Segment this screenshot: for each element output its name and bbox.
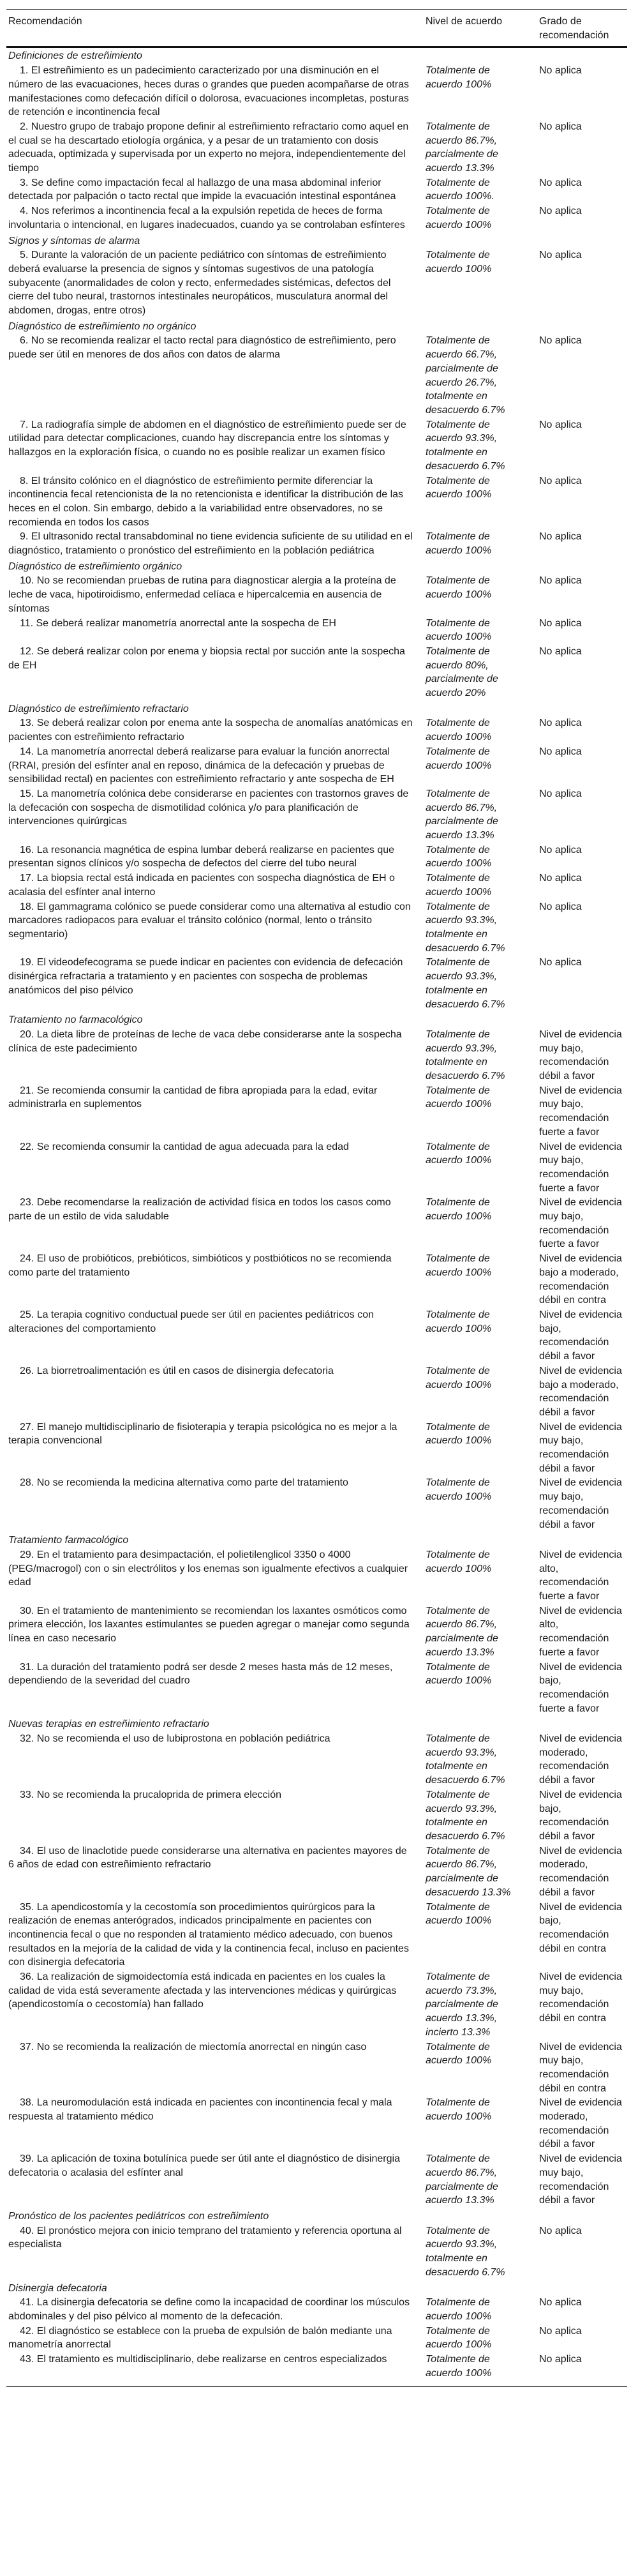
recommendation-grade: No aplica <box>539 645 582 657</box>
section-title: Disinergia defecatoria <box>8 2282 107 2294</box>
agreement-level: Totalmente de acuerdo 100% <box>426 475 492 501</box>
table-row <box>6 2324 627 2353</box>
table-row <box>6 1308 627 1364</box>
agreement-level: Totalmente de acuerdo 100% <box>426 1421 492 1447</box>
recommendation-grade: No aplica <box>539 419 582 430</box>
section-title: Diagnóstico de estreñimiento refractario <box>8 703 189 714</box>
table-row <box>6 843 627 871</box>
recommendation-text: 37. No se recomienda la realización de miectomía anorrectal en ningún caso <box>20 2041 367 2053</box>
agreement-level: Totalmente de acuerdo 86.7%, parcialmente de acuerdo 13.3% <box>426 2153 498 2206</box>
recommendation-grade: No aplica <box>539 531 582 543</box>
header-nivel-de-acuerdo: Nivel de acuerdo <box>426 16 503 27</box>
table-row <box>6 1970 627 2040</box>
recommendation-grade: Nivel de evidencia bajo a moderado, recomendación débil a favor <box>539 1365 622 1418</box>
table-row <box>6 716 627 744</box>
agreement-level: Totalmente de acuerdo 100% <box>426 1085 492 1110</box>
recommendation-grade: Nivel de evidencia alto, recomendación fuerte a favor <box>539 1549 622 1602</box>
table-row <box>6 1196 627 1252</box>
agreement-level: Totalmente de acuerdo 100% <box>426 1661 492 1687</box>
agreement-level: Totalmente de acuerdo 100% <box>426 531 492 557</box>
agreement-level: Totalmente de acuerdo 100% <box>426 65 492 90</box>
recommendation-grade: Nivel de evidencia moderado, recomendación débil a favor <box>539 1733 622 1786</box>
recommendation-text: 18. El gammagrama colónico se puede considerar como una alternativa al estudio con marcadores radiopacos para evaluar el tránsito colónico (normal, lento o tránsito segmentario) <box>8 901 411 940</box>
agreement-level: Totalmente de acuerdo 86.7%, parcialmente de desacuerdo 13.3% <box>426 1845 511 1898</box>
agreement-level: Totalmente de acuerdo 100% <box>426 746 492 771</box>
recommendation-grade: Nivel de evidencia moderado, recomendación débil a favor <box>539 2097 622 2150</box>
recommendation-text: 35. La apendicostomía y la cecostomía son procedimientos quirúrgicos para la realización de enemas anterógrados, indicados principalmente en pacientes con incontinencia fecal o que no responden al tratamiento médico adecuado, con buenos resultados en la mejoría de la calidad de vida y la continencia fecal, incluso en pacientes con disinergia defecatoria <box>8 1901 409 1968</box>
agreement-level: Totalmente de acuerdo 100% <box>426 1253 492 1278</box>
section-row <box>6 233 627 249</box>
recommendation-grade: No aplica <box>539 957 582 968</box>
table-row <box>6 1476 627 1532</box>
table-row <box>6 1732 627 1788</box>
recommendation-text: 38. La neuromodulación está indicada en pacientes con incontinencia fecal y mala respuesta al tratamiento médico <box>8 2097 392 2123</box>
recommendation-grade: Nivel de evidencia alto, recomendación fuerte a favor <box>539 1605 622 1658</box>
recommendation-text: 43. El tratamiento es multidisciplinario, debe realizarse en centros especializados <box>20 2354 387 2365</box>
table-row <box>6 64 627 120</box>
recommendation-grade: Nivel de evidencia muy bajo, recomendación débil en contra <box>539 1971 622 2024</box>
section-row <box>6 1716 627 1732</box>
recommendation-text: 3. Se define como impactación fecal al hallazgo de una masa abdominal inferior detectada por palpación o tacto rectal que impide la evacuación intestinal espontánea <box>8 177 396 202</box>
table-row <box>6 2096 627 2152</box>
table-row <box>6 1788 627 1844</box>
section-title: Nuevas terapias en estreñimiento refractario <box>8 1719 209 1730</box>
table-row <box>6 1364 627 1420</box>
section-row <box>6 1012 627 1028</box>
table-row <box>6 745 627 787</box>
agreement-level: Totalmente de acuerdo 100% <box>426 2041 492 2067</box>
recommendation-grade: Nivel de evidencia moderado, recomendación débil a favor <box>539 1845 622 1898</box>
agreement-level: Totalmente de acuerdo 93.3%, totalmente en desacuerdo 6.7% <box>426 901 505 954</box>
recommendation-text: 14. La manometría anorrectal deberá realizarse para evaluar la función anorrectal (RRAI, presión del esfínter anal en reposo, dinámica de la defecación y pruebas de sensibilidad rectal) en pacientes con estreñimiento refractario y ante sospecha de EH <box>8 746 394 785</box>
agreement-level: Totalmente de acuerdo 93.3%, totalmente en desacuerdo 6.7% <box>426 2225 505 2278</box>
recommendation-grade: No aplica <box>539 901 582 912</box>
agreement-level: Totalmente de acuerdo 100% <box>426 2297 492 2322</box>
recommendation-text: 7. La radiografía simple de abdomen en el diagnóstico de estreñimiento puede ser de utilidad para detectar complicaciones, cuando hay discrepancia entre los síntomas y hallazgos en la exploración física, o cuando no es posible realizar un examen físico <box>8 419 406 458</box>
recommendation-text: 25. La terapia cognitivo conductual puede ser útil en pacientes pediátricos con alteraciones del comportamiento <box>8 1309 375 1334</box>
table-row <box>6 1420 627 1477</box>
recommendation-grade: No aplica <box>539 873 582 884</box>
agreement-level: Totalmente de acuerdo 100% <box>426 2354 492 2379</box>
agreement-level: Totalmente de acuerdo 100% <box>426 873 492 898</box>
table-row <box>6 204 627 232</box>
section-title: Pronóstico de los pacientes pediátricos con estreñimiento <box>8 2210 269 2222</box>
recommendation-grade: No aplica <box>539 2354 582 2365</box>
table-row <box>6 120 627 176</box>
recommendation-grade: Nivel de evidencia muy bajo, recomendación débil a favor <box>539 2153 622 2206</box>
agreement-level: Totalmente de acuerdo 100% <box>426 575 492 601</box>
recommendation-grade: No aplica <box>539 746 582 757</box>
agreement-level: Totalmente de acuerdo 93.3%, totalmente en desacuerdo 6.7% <box>426 1028 505 1082</box>
recommendation-text: 5. Durante la valoración de un paciente pediátrico con síntomas de estreñimiento deberá evaluarse la presencia de signos y síntomas sugestivos de una patología subyacente (anormalidades de colon y recto, enfermedades sistémicas, defectos del cierre del tubo neural, trastornos intestinales neuropáticos, musculatura anormal del abdomen, drogas, entre otros) <box>8 250 391 317</box>
table-row <box>6 2040 627 2097</box>
agreement-level: Totalmente de acuerdo 100% <box>426 1901 492 1927</box>
table-row <box>6 617 627 645</box>
agreement-level: Totalmente de acuerdo 86.7%, parcialmente de acuerdo 13.3% <box>426 1605 498 1658</box>
agreement-level: Totalmente de acuerdo 93.3%, totalmente en desacuerdo 6.7% <box>426 957 505 1010</box>
agreement-level: Totalmente de acuerdo 100% <box>426 1309 492 1334</box>
table-row <box>6 1028 627 1084</box>
section-row <box>6 47 627 64</box>
recommendation-text: 32. No se recomienda el uso de lubiprostona en población pediátrica <box>20 1733 330 1745</box>
recommendation-grade: No aplica <box>539 788 582 799</box>
recommendation-grade: No aplica <box>539 2325 582 2337</box>
recommendation-text: 22. Se recomienda consumir la cantidad de agua adecuada para la edad <box>20 1141 349 1152</box>
recommendation-grade: No aplica <box>539 335 582 347</box>
agreement-level: Totalmente de acuerdo 93.3%, totalmente en desacuerdo 6.7% <box>426 419 505 472</box>
table-body <box>6 47 627 2387</box>
table-row <box>6 176 627 204</box>
section-title: Tratamiento farmacológico <box>8 1535 129 1546</box>
recommendation-text: 29. En el tratamiento para desimpactación, el polietilenglicol 3350 o 4000 (PEG/macrogol) con o sin electrólitos y los enemas son igualmente efectivos a cualquier edad <box>8 1549 408 1588</box>
agreement-level: Totalmente de acuerdo 93.3%, totalmente en desacuerdo 6.7% <box>426 1789 505 1842</box>
recommendation-grade: No aplica <box>539 575 582 587</box>
agreement-level: Totalmente de acuerdo 100% <box>426 2325 492 2351</box>
agreement-level: Totalmente de acuerdo 100% <box>426 250 492 275</box>
recommendation-grade: No aplica <box>539 475 582 486</box>
recommendation-grade: No aplica <box>539 177 582 188</box>
recommendation-text: 12. Se deberá realizar colon por enema y biopsia rectal por succión ante la sospecha de EH <box>8 645 405 671</box>
recommendation-grade: Nivel de evidencia bajo, recomendación débil en contra <box>539 1901 622 1954</box>
recommendation-grade: Nivel de evidencia bajo a moderado, recomendación débil en contra <box>539 1253 622 1306</box>
recommendation-text: 1. El estreñimiento es un padecimiento caracterizado por una disminución en el número de las evacuaciones, heces duras o grandes que pueden acompañarse de otras manifestaciones como defecación difícil o dolorosa, evacuaciones incompletas, posturas de retención e incontinencia fecal <box>8 65 409 118</box>
agreement-level: Totalmente de acuerdo 100% <box>426 844 492 870</box>
section-row <box>6 2208 627 2224</box>
table-row <box>6 1140 627 1196</box>
section-row <box>6 2280 627 2296</box>
agreement-level: Totalmente de acuerdo 100% <box>426 206 492 230</box>
section-row <box>6 1532 627 1548</box>
agreement-level: Totalmente de acuerdo 86.7%, parcialmente de acuerdo 13.3% <box>426 121 498 174</box>
table-header-row <box>6 10 627 47</box>
recommendation-text: 33. No se recomienda la prucaloprida de primera elección <box>20 1789 281 1800</box>
recommendation-grade: Nivel de evidencia muy bajo, recomendación débil a favor <box>539 1421 622 1474</box>
agreement-level: Totalmente de acuerdo 100% <box>426 1197 492 1223</box>
recommendation-text: 15. La manometría colónica debe considerarse en pacientes con trastornos graves de la defecación con sospecha de dismotilidad colónica y/o para planificación de intervenciones quirúrgicas <box>8 788 409 827</box>
section-title: Diagnóstico de estreñimiento no orgánico <box>8 320 197 332</box>
section-title: Diagnóstico de estreñimiento orgánico <box>8 561 182 572</box>
recommendation-text: 21. Se recomienda consumir la cantidad de fibra apropiada para la edad, evitar administrarla en suplementos <box>8 1085 378 1110</box>
table-row <box>6 334 627 418</box>
recommendation-grade: No aplica <box>539 718 582 729</box>
recommendation-text: 30. En el tratamiento de mantenimiento se recomiendan los laxantes osmóticos como primera elección, los laxantes estimulantes se pueden agregar o manejar como segunda línea en caso necesario <box>8 1605 410 1645</box>
section-row <box>6 701 627 717</box>
recommendation-grade: No aplica <box>539 2297 582 2309</box>
table-row <box>6 2224 627 2280</box>
table-row <box>6 474 627 531</box>
recommendation-text: 36. La realización de sigmoidectomía está indicada en pacientes en los cuales la calidad de vida está severamente afectada y las intervenciones médicas y quirúrgicas (apendicostomía o cecostomía) han fallado <box>8 1971 397 2010</box>
agreement-level: Totalmente de acuerdo 100%. <box>426 177 494 202</box>
table-row <box>6 530 627 558</box>
section-row <box>6 319 627 335</box>
recommendation-text: 8. El tránsito colónico en el diagnóstico de estreñimiento permite diferenciar la incontinencia fecal retencionista de la no retencionista e identificar la distribución de las heces en el colon. Sin embargo, debido a la variabilidad entre observadores, no se recomienda en todos los casos <box>8 475 404 528</box>
agreement-level: Totalmente de acuerdo 100% <box>426 617 492 643</box>
recommendation-text: 2. Nuestro grupo de trabajo propone definir al estreñimiento refractario como aquel en el cual se ha descartado etiología orgánica, y a pesar de un tratamiento con dosis adecuada, optimizada y supervisada por un experto no mejora, independientemente del tiempo <box>8 121 409 174</box>
table-row <box>6 2353 627 2387</box>
section-row <box>6 559 627 575</box>
table-row <box>6 1604 627 1661</box>
recommendation-text: 24. El uso de probióticos, prebióticos, simbióticos y postbióticos no se recomienda como parte del tratamiento <box>8 1253 392 1278</box>
table-row <box>6 1084 627 1140</box>
table-row <box>6 956 627 1012</box>
recommendation-text: 20. La dieta libre de proteínas de leche de vaca debe considerarse ante la sospecha clínica de este padecimiento <box>8 1028 402 1054</box>
recommendation-text: 23. Debe recomendarse la realización de actividad física en todos los casos como parte de un estilo de vida saludable <box>8 1197 391 1223</box>
section-title: Tratamiento no farmacológico <box>8 1014 143 1026</box>
section-title: Signos y síntomas de alarma <box>8 235 140 246</box>
table-row <box>6 418 627 474</box>
agreement-level: Totalmente de acuerdo 73.3%, parcialmente de acuerdo 13.3%, incierto 13.3% <box>426 1971 498 2038</box>
section-title: Definiciones de estreñimiento <box>8 50 142 62</box>
recommendation-text: 9. El ultrasonido rectal transabdominal no tiene evidencia suficiente de su utilidad en el diagnóstico, tratamiento o pronóstico del estreñimiento en la población pediátrica <box>8 531 413 557</box>
agreement-level: Totalmente de acuerdo 93.3%, totalmente en desacuerdo 6.7% <box>426 1733 505 1786</box>
agreement-level: Totalmente de acuerdo 100% <box>426 1549 492 1574</box>
recommendation-grade: No aplica <box>539 844 582 855</box>
header-recomendacion: Recomendación <box>8 16 82 27</box>
header-grado-de-recomendacion: Grado de recomendación <box>539 16 609 41</box>
recommendation-text: 28. No se recomienda la medicina alternativa como parte del tratamiento <box>20 1477 348 1489</box>
recommendation-grade: No aplica <box>539 617 582 629</box>
recommendation-grade: No aplica <box>539 121 582 132</box>
recommendation-text: 10. No se recomiendan pruebas de rutina para diagnosticar alergia a la proteína de leche de vaca, hipotiroidismo, enfermedad celíaca e hipercalcemia en ausencia de síntomas <box>8 575 396 614</box>
agreement-level: Totalmente de acuerdo 80%, parcialmente de acuerdo 20% <box>426 645 498 699</box>
table-row <box>6 2296 627 2324</box>
recommendation-grade: No aplica <box>539 206 582 217</box>
table-row <box>6 900 627 956</box>
table-row <box>6 871 627 900</box>
recommendation-grade: Nivel de evidencia muy bajo, recomendación débil en contra <box>539 2041 622 2094</box>
recommendation-text: 39. La aplicación de toxina botulínica puede ser útil ante el diagnóstico de disinergia defecatoria o acalasia del esfínter anal <box>8 2153 400 2178</box>
recommendation-text: 13. Se deberá realizar colon por enema ante la sospecha de anomalías anatómicas en pacientes con estreñimiento refractario <box>8 718 413 743</box>
recommendation-text: 17. La biopsia rectal está indicada en pacientes con sospecha diagnóstica de EH o acalasia del esfínter anal interno <box>8 873 395 898</box>
recommendation-text: 6. No se recomienda realizar el tacto rectal para diagnóstico de estreñimiento, pero puede ser útil en menores de dos años con datos de alarma <box>8 335 396 361</box>
agreement-level: Totalmente de acuerdo 100% <box>426 2097 492 2123</box>
table-row <box>6 1901 627 1971</box>
table-row <box>6 787 627 843</box>
table-row <box>6 1844 627 1901</box>
recommendation-text: 26. La biorretroalimentación es útil en casos de disinergia defecatoria <box>20 1365 334 1376</box>
agreement-level: Totalmente de acuerdo 100% <box>426 1365 492 1390</box>
agreement-level: Totalmente de acuerdo 100% <box>426 718 492 743</box>
recommendation-text: 4. Nos referimos a incontinencia fecal a la expulsión repetida de heces de forma involuntaria o intencional, en lugares inadecuados, cuando ya se controlaban esfínteres <box>8 206 405 230</box>
recommendation-text: 31. La duración del tratamiento podrá ser desde 2 meses hasta más de 12 meses, dependiendo de la severidad del cuadro <box>8 1661 393 1687</box>
table-row <box>6 1661 627 1717</box>
table-row <box>6 574 627 616</box>
recommendation-grade: Nivel de evidencia bajo, recomendación débil a favor <box>539 1789 622 1842</box>
recommendation-text: 27. El manejo multidisciplinario de fisioterapia y terapia psicológica no es mejor a la terapia convencional <box>8 1421 397 1447</box>
agreement-level: Totalmente de acuerdo 66.7%, parcialmente de acuerdo 26.7%, totalmente en desacuerdo 6.7% <box>426 335 505 416</box>
recommendation-text: 41. La disinergia defecatoria se define como la incapacidad de coordinar los músculos abdominales y del piso pélvico al momento de la defecación. <box>8 2297 410 2322</box>
agreement-level: Totalmente de acuerdo 100% <box>426 1141 492 1166</box>
recommendation-grade: Nivel de evidencia bajo, recomendación fuerte a favor <box>539 1661 622 1714</box>
recommendation-grade: Nivel de evidencia muy bajo, recomendación fuerte a favor <box>539 1085 622 1138</box>
table-row <box>6 645 627 701</box>
recommendation-text: 34. El uso de linaclotide puede considerarse una alternativa en pacientes mayores de 6 años de edad con estreñimiento refractario <box>8 1845 407 1871</box>
recommendation-grade: No aplica <box>539 65 582 77</box>
recommendation-grade: Nivel de evidencia muy bajo, recomendación fuerte a favor <box>539 1141 622 1194</box>
recommendation-grade: Nivel de evidencia muy bajo, recomendación fuerte a favor <box>539 1197 622 1250</box>
recommendation-grade: No aplica <box>539 250 582 261</box>
recommendation-text: 11. Se deberá realizar manometría anorrectal ante la sospecha de EH <box>20 617 336 629</box>
agreement-level: Totalmente de acuerdo 100% <box>426 1477 492 1503</box>
recommendation-text: 42. El diagnóstico se establece con la prueba de expulsión de balón mediante una manometría anorrectal <box>8 2325 392 2351</box>
table-row <box>6 2152 627 2208</box>
recommendations-table <box>6 9 627 2387</box>
table-row <box>6 248 627 319</box>
recommendation-grade: No aplica <box>539 2225 582 2236</box>
agreement-level: Totalmente de acuerdo 86.7%, parcialmente de acuerdo 13.3% <box>426 788 498 841</box>
recommendation-text: 19. El videodefecograma se puede indicar en pacientes con evidencia de defecación disinérgica refractaria a tratamiento y en pacientes con sospecha de problemas anatómicos del piso pélvico <box>8 957 403 996</box>
table-row <box>6 1548 627 1604</box>
recommendation-text: 16. La resonancia magnética de espina lumbar deberá realizarse en pacientes que presentan signos clínicos y/o sospecha de defectos del cierre del tubo neural <box>8 844 395 870</box>
recommendation-text: 40. El pronóstico mejora con inicio temprano del tratamiento y referencia oportuna al especialista <box>8 2225 402 2250</box>
recommendation-grade: Nivel de evidencia bajo, recomendación débil a favor <box>539 1309 622 1362</box>
recommendation-grade: Nivel de evidencia muy bajo, recomendación débil a favor <box>539 1028 622 1082</box>
recommendation-grade: Nivel de evidencia muy bajo, recomendación débil a favor <box>539 1477 622 1530</box>
table-row <box>6 1252 627 1308</box>
